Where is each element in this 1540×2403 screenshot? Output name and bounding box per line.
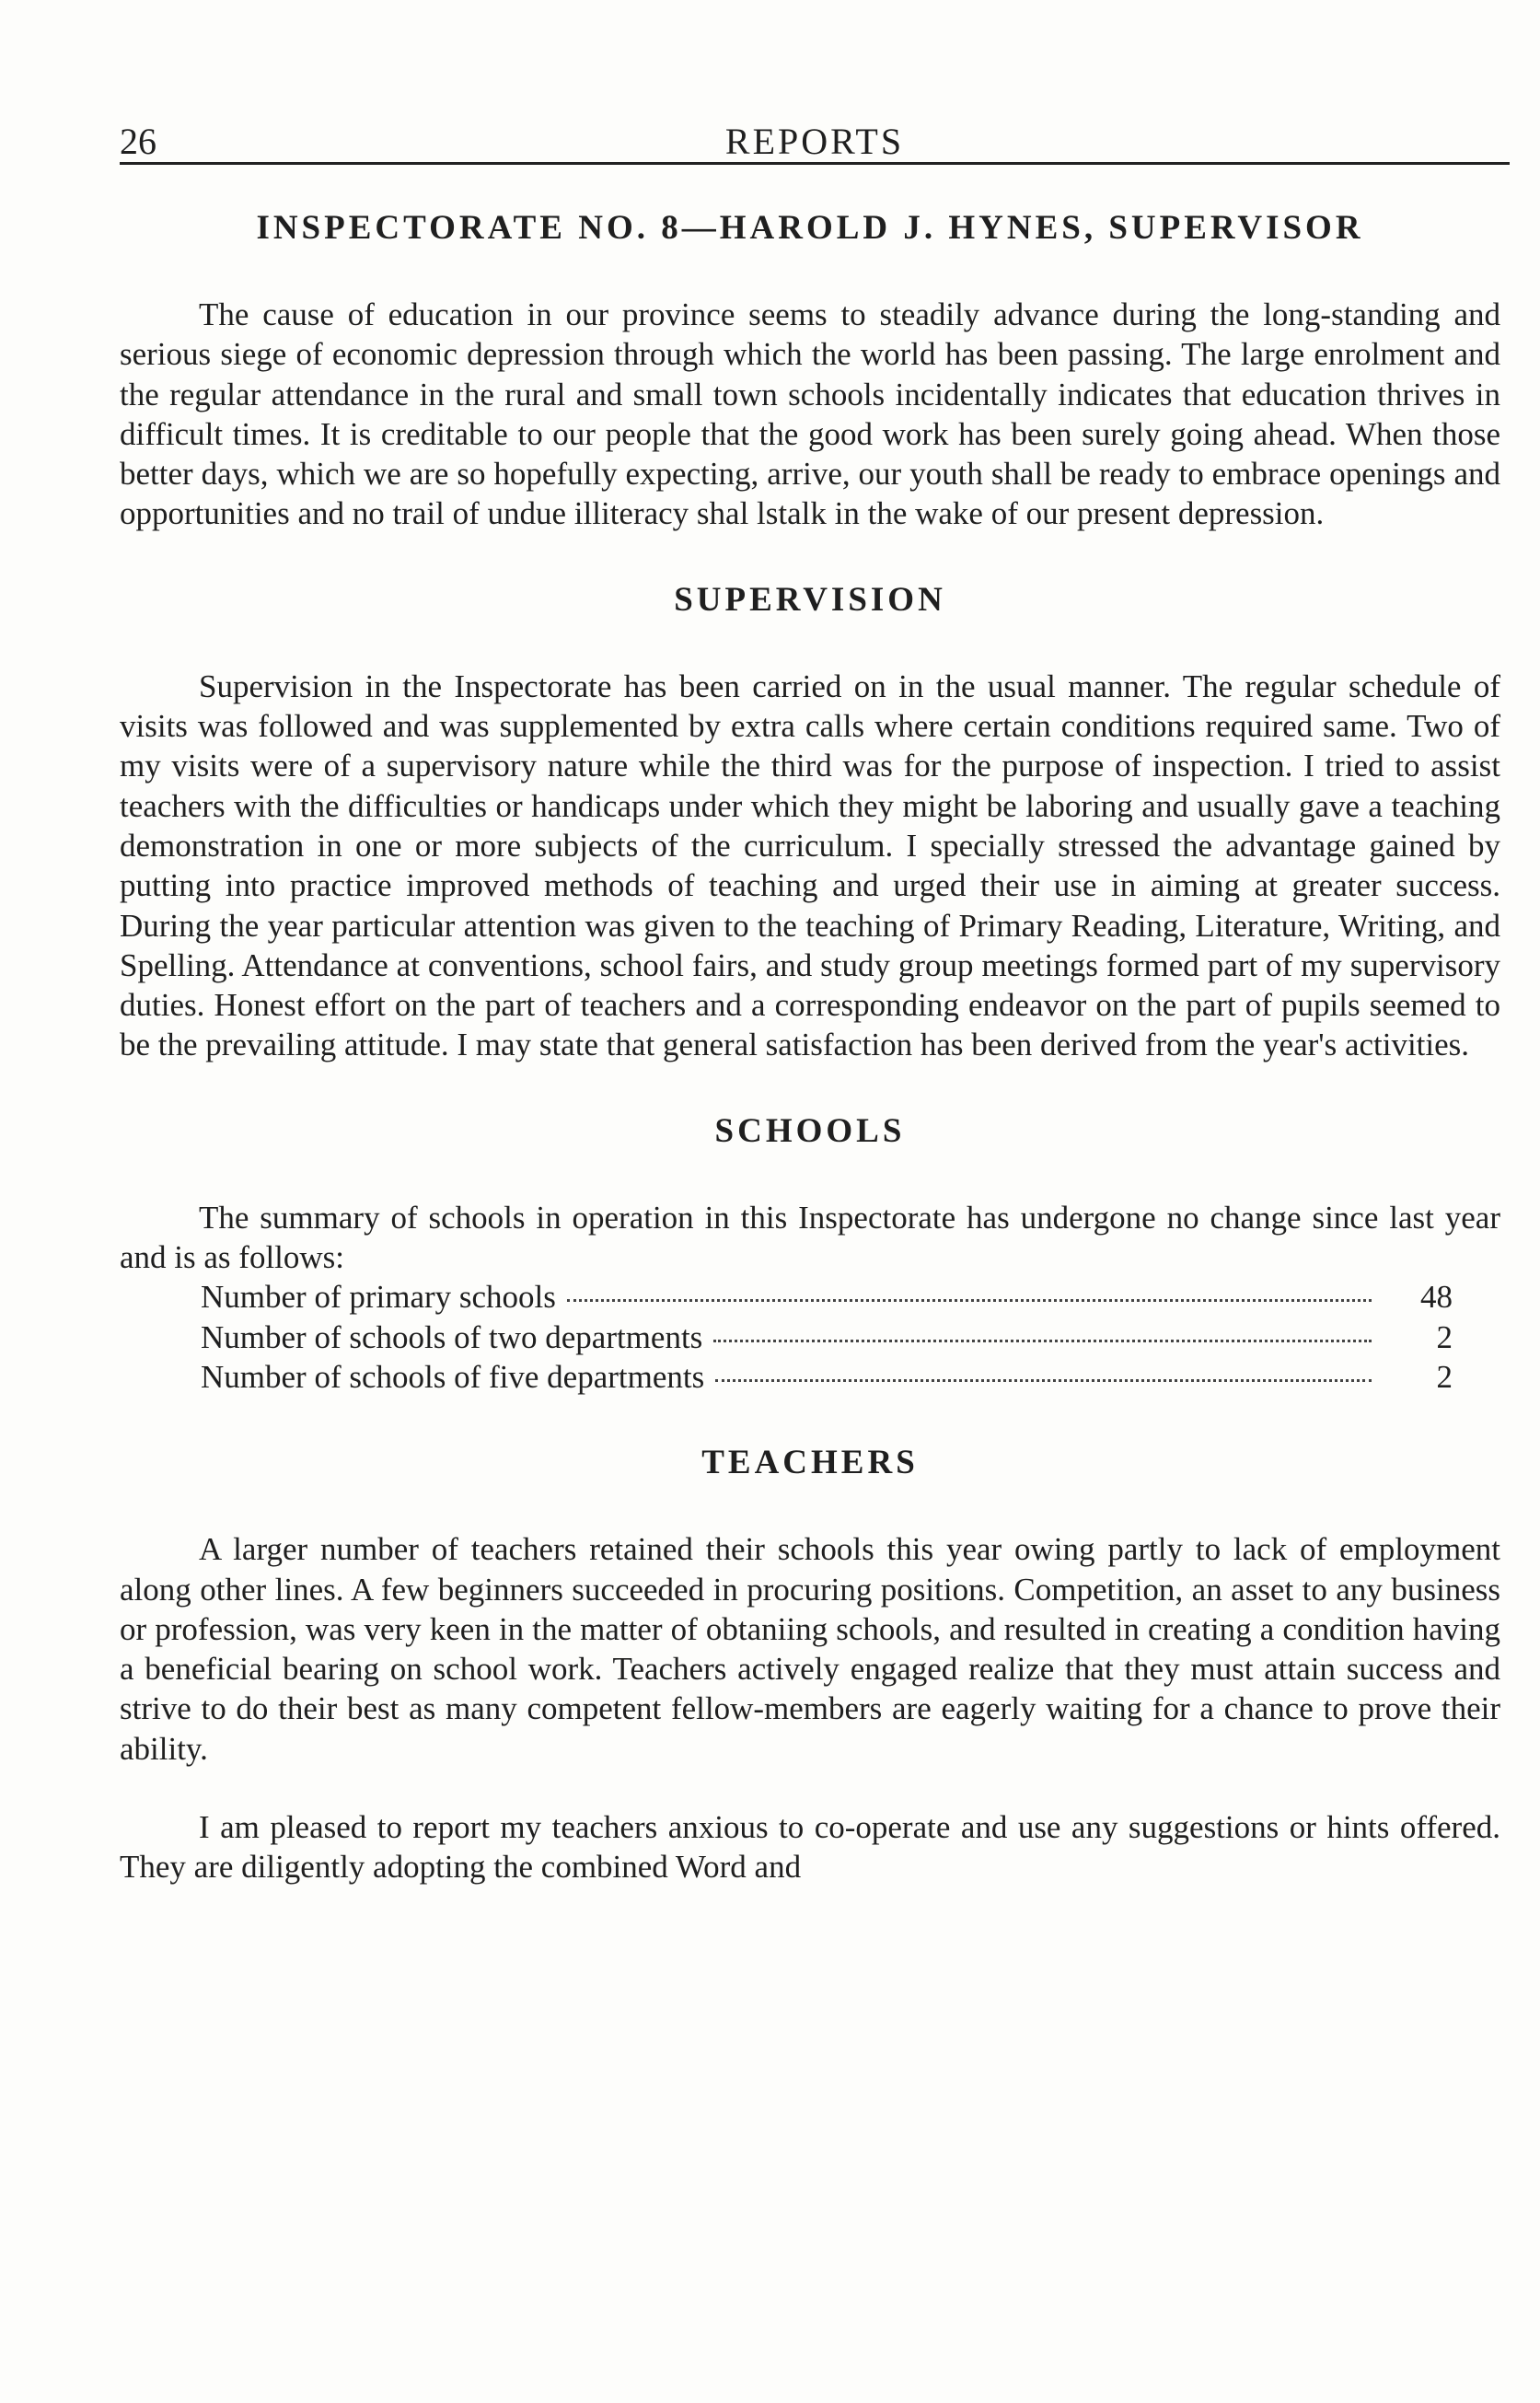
teachers-paragraph-2: I am pleased to report my teachers anxious to co-operate and use any suggestions or hints offered. They are diligently adopting the combined Word and — [120, 1809, 1500, 1886]
schools-summary-row — [201, 1277, 1453, 1317]
teachers-paragraph-1: A larger number of teachers retained their schools this year owing partly to lack of employment along other lines. A few beginners succeeded in procuring positions. Competition, an asset to any business or profession, was very keen in the matter of obtaniing schools, and resulted in creating a condition having a beneficial bearing on school work. Teachers actively engaged realize that they must attain success and strive to do their best as many competent fellow-members are eagerly waiting for a chance to prove their ability. — [120, 1531, 1500, 1767]
schools-paragraph: The summary of schools in operation in this Inspectorate has undergone no change since last year and is as follows: — [120, 1199, 1500, 1276]
dot-leader — [567, 1299, 1372, 1302]
teachers-heading: TEACHERS — [701, 1444, 919, 1482]
row-value: 48 — [1420, 1279, 1453, 1316]
page-number: 26 — [120, 121, 156, 162]
row-value: 2 — [1436, 1318, 1453, 1355]
running-title: REPORTS — [724, 121, 905, 162]
dot-leader — [715, 1379, 1372, 1382]
schools-heading: SCHOOLS — [714, 1111, 906, 1150]
row-label: Number of schools of two departments — [201, 1318, 703, 1355]
supervision-heading: SUPERVISION — [674, 580, 946, 619]
schools-summary-row — [201, 1357, 1453, 1397]
running-head — [120, 118, 1510, 162]
inspectorate-title: INSPECTORATE NO. 8—HAROLD J. HYNES, SUPERVISOR — [256, 209, 1364, 247]
intro-paragraph: The cause of education in our province seems to steadily advance during the long-standing and serious siege of economic depression through which the world has been passing. The large enrolment and the regular attendance in the rural and small town schools incidentally indicates that education thrives in difficult times. It is creditable to our people that the good work has been surely going ahead. When those better days, which we are so hopefully expecting, arrive, our youth shall be ready to embrace openings and opportunities and no trail of undue illiteracy shal lstalk in the wake of our present depression. — [120, 296, 1500, 532]
schools-summary-row — [201, 1318, 1453, 1357]
row-label: Number of schools of five departments — [201, 1358, 705, 1395]
row-value: 2 — [1436, 1358, 1453, 1395]
supervision-paragraph: Supervision in the Inspectorate has been carried on in the usual manner. The regular schedule of visits was followed and was supplemented by extra calls where certain conditions required same. Two of my visits were of a supervisory nature while the third was for the purpose of inspection. I tried to assist teachers with the difficulties or handicaps under which they might be laboring and usually gave a teaching demonstration in one or more subjects of the curriculum. I specially stressed the advantage gained by putting into practice improved methods of teaching and urged their use in aiming at greater success. During the year particular attention was given to the teaching of Primary Reading, Literature, Writing, and Spelling. Attendance at conventions, school fairs, and study group meetings formed part of my supervisory duties. Honest effort on the part of teachers and a corresponding endeavor on the part of pupils seemed to be the prevailing attitude. I may state that general satisfaction has been derived from the year's activities. — [120, 668, 1500, 1063]
text-column — [120, 208, 1500, 1887]
header-rule — [120, 162, 1510, 165]
dot-leader — [713, 1340, 1372, 1342]
schools-summary-list — [120, 1277, 1500, 1397]
row-label: Number of primary schools — [201, 1279, 556, 1316]
